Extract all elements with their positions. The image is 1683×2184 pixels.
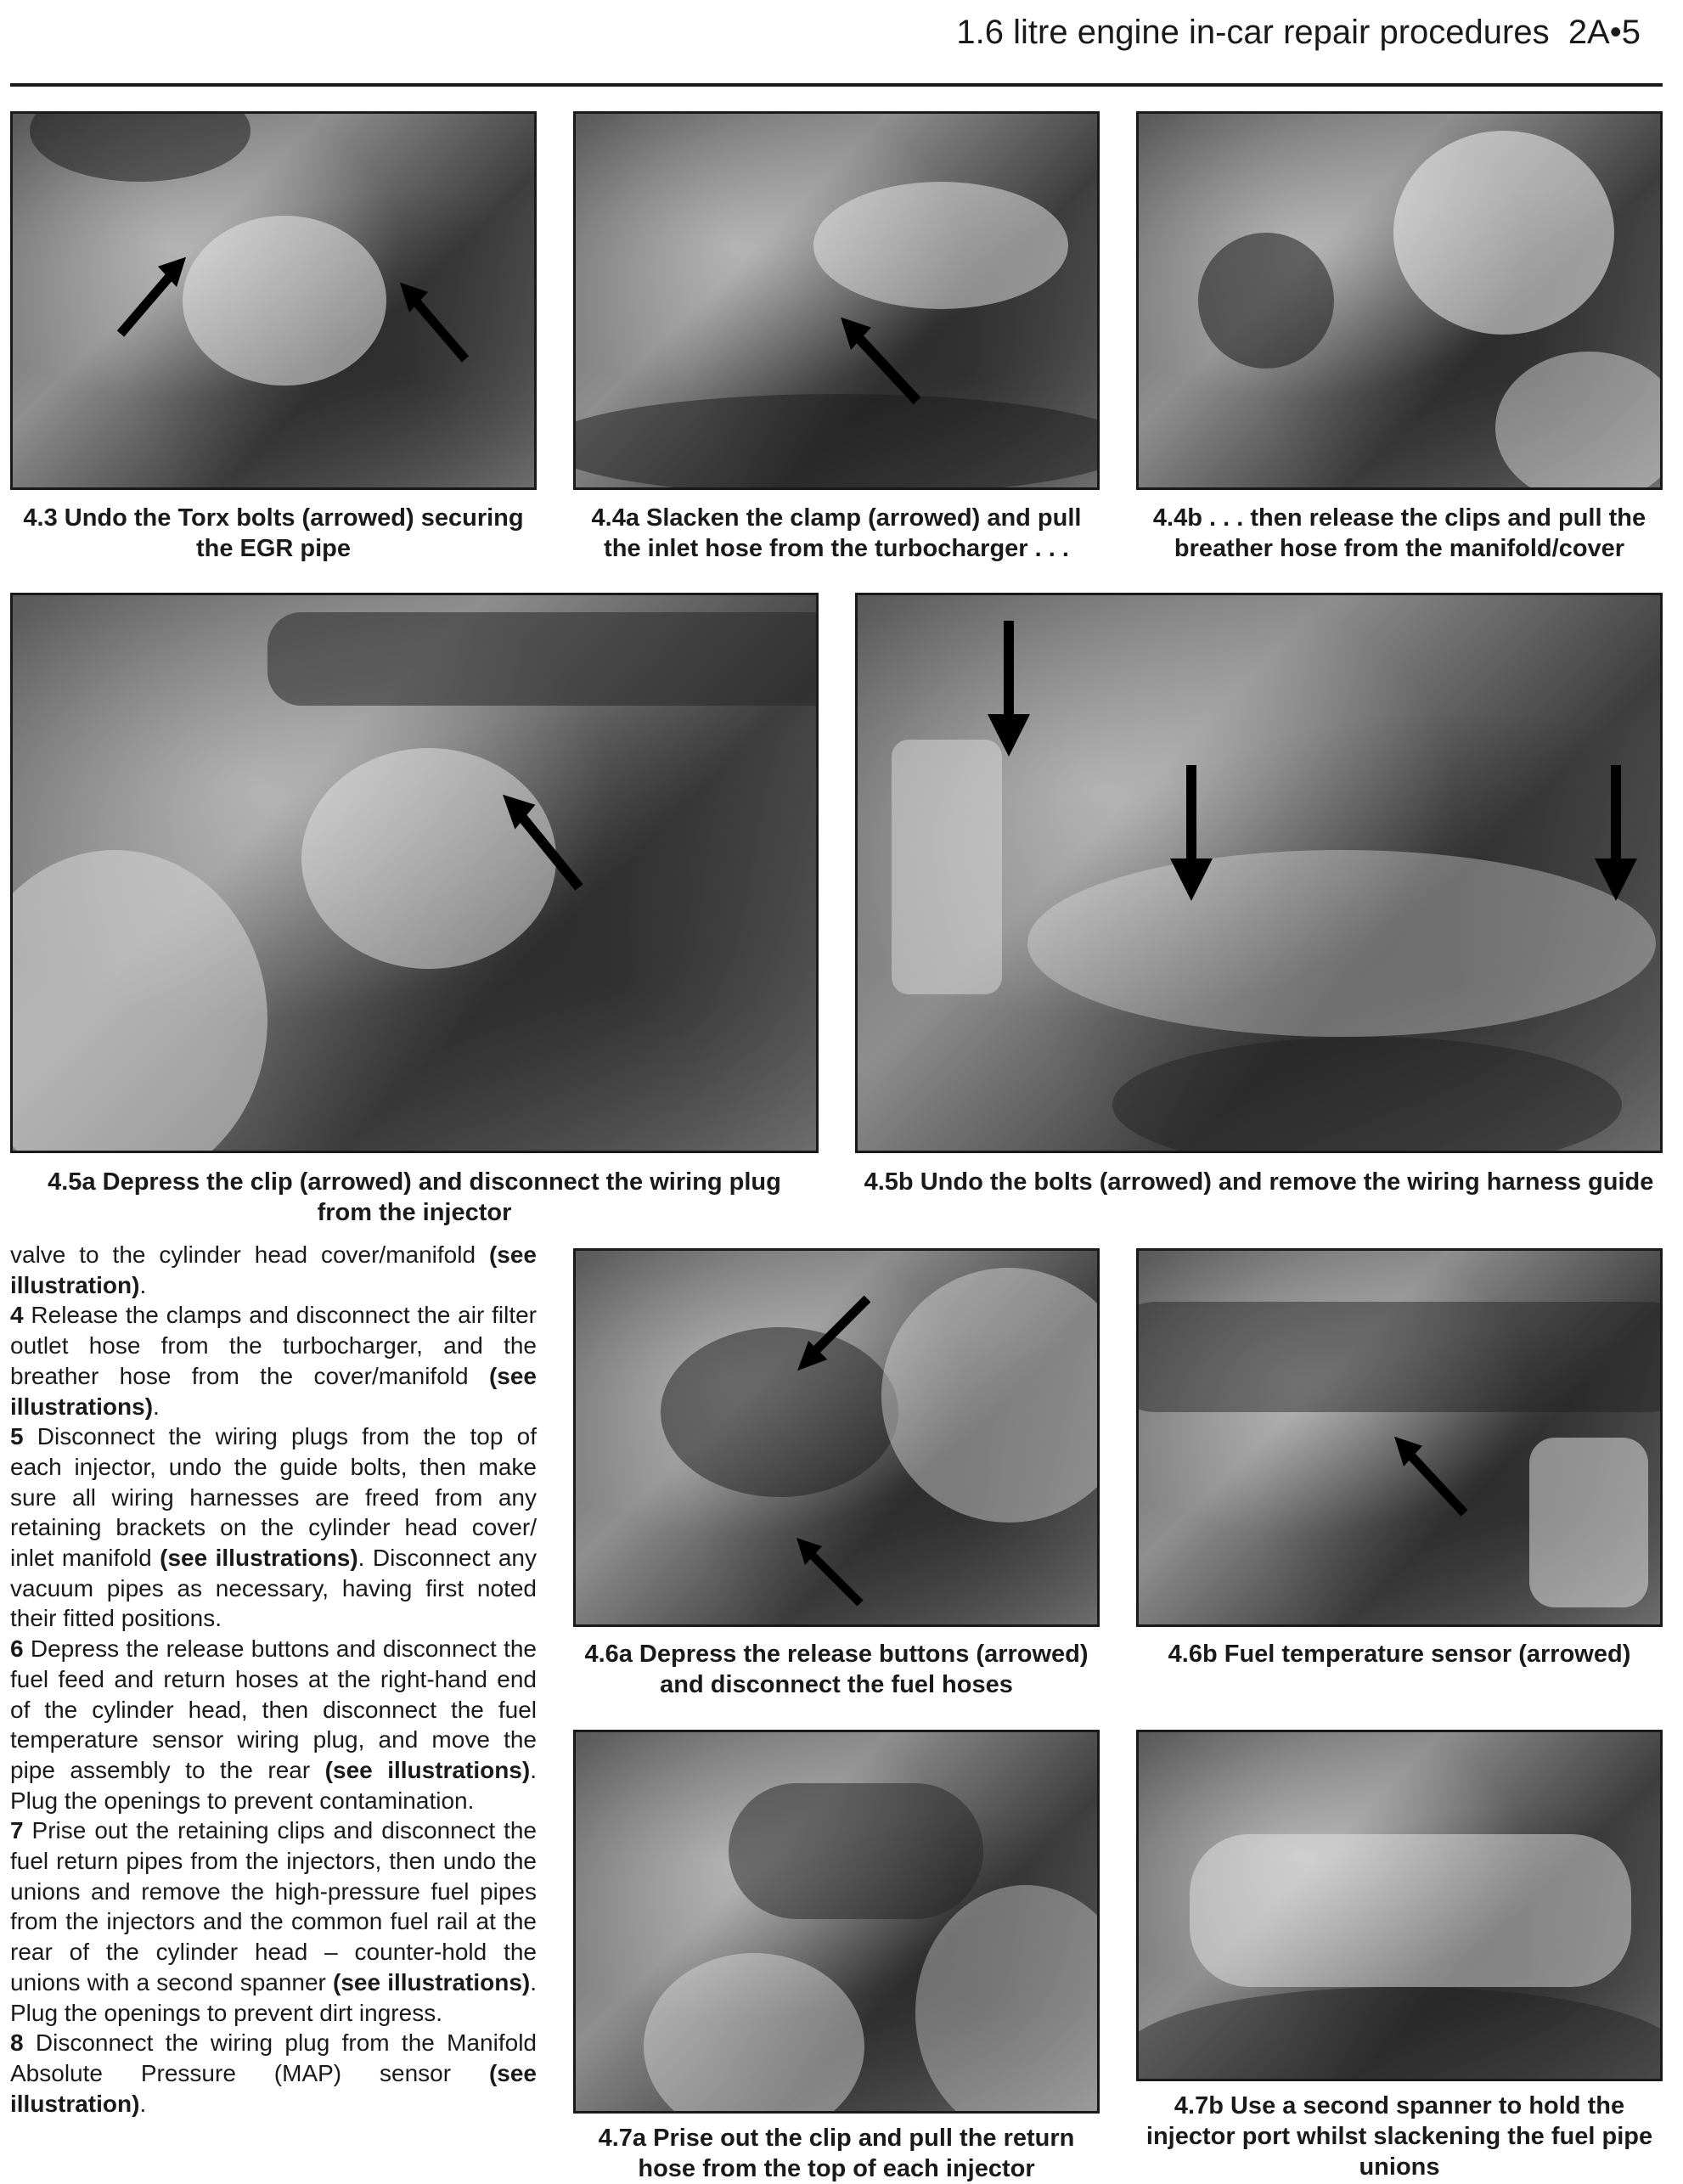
header-page-number: 2A•5 <box>1568 14 1641 51</box>
paragraph-step-5: 5 Disconnect the wiring plugs from the top of each injector, undo the guide bolts, then make sure all wiring harnesses are freed from any retaining brackets on the cylinder head cover/ inlet manifold (see illustrations). Disconnect any vacuum pipes as necessary, having first noted their fitted positions. <box>10 1423 537 1632</box>
photo-4-6b <box>1136 1248 1663 1627</box>
arrow-icon <box>493 778 594 905</box>
photo-4-3 <box>10 111 537 490</box>
figure-caption: 4.6b Fuel temperature sensor (arrowed) <box>1168 1641 1631 1668</box>
arrow-icon <box>830 309 932 411</box>
photo-4-6a <box>573 1248 1100 1627</box>
figure-caption: 4.4a Slacken the clamp (arrowed) and pull the inlet hose from the turbocharger . . . <box>591 504 1082 562</box>
page-header <box>0 7 1641 58</box>
photo-4-4a <box>573 111 1100 490</box>
paragraph-step-6: 6 Depress the release buttons and disconnect the fuel feed and return hoses at the right-hand end of the cylinder head, then disconnect the fuel temperature sensor wiring plug, and move the pipe assembly to the rear (see illustrations). Plug the openings to prevent contamination. <box>10 1635 537 1814</box>
header-title: 1.6 litre engine in-car repair procedures <box>956 14 1550 51</box>
arrow-icon <box>983 621 1034 757</box>
arrow-icon <box>1385 1429 1478 1523</box>
photo-4-7b <box>1136 1730 1663 2081</box>
photo-4-4b <box>1136 111 1663 490</box>
figure-caption: 4.5b Undo the bolts (arrowed) and remove the wiring harness guide <box>864 1168 1654 1196</box>
paragraph-step-4: 4 Release the clamps and disconnect the air filter outlet hose from the turbocharger, and the breather hose from the cover/manifold (see illustrations). <box>10 1302 537 1420</box>
paragraph-step-8: 8 Disconnect the wiring plug from the Manifold Absolute Pressure (MAP) sensor (see illustration). <box>10 2029 537 2117</box>
arrow-icon <box>784 1531 877 1616</box>
arrow-icon <box>391 275 484 369</box>
figure-caption: 4.4b . . . then release the clips and pull the breather hose from the manifold/cover <box>1152 504 1646 562</box>
photo-4-5b <box>855 593 1663 1153</box>
arrow-icon <box>102 250 195 343</box>
figure-caption: 4.7b Use a second spanner to hold the injector port whilst slackening the fuel pipe unions <box>1145 2092 1653 2181</box>
figure-caption: 4.3 Undo the Torx bolts (arrowed) securing the EGR pipe <box>23 504 524 562</box>
paragraph-step-7: 7 Prise out the retaining clips and disconnect the fuel return pipes from the injectors, then undo the unions and remove the high-pressure fuel pipes from the injectors and the common fuel rail at the rear of the cylinder head – counter-hold the unions with a second spanner (see illustrations). Plug the openings to prevent dirt ingress. <box>10 1817 538 2026</box>
header-rule <box>10 83 1663 87</box>
arrow-icon <box>1166 765 1217 901</box>
arrow-icon <box>788 1285 881 1378</box>
photo-4-7a <box>573 1730 1100 2114</box>
figure-caption: 4.7a Prise out the clip and pull the return hose from the top of each injector <box>598 2125 1075 2182</box>
figure-caption: 4.5a Depress the clip (arrowed) and disconnect the wiring plug from the injector <box>48 1168 781 1226</box>
figure-caption: 4.6a Depress the release buttons (arrowed) and disconnect the fuel hoses <box>584 1641 1089 1698</box>
body-text <box>10 1240 537 2119</box>
arrow-icon <box>1590 765 1641 901</box>
photo-4-5a <box>10 593 819 1153</box>
paragraph-continued: valve to the cylinder head cover/manifold (see illustration). <box>10 1241 537 1298</box>
